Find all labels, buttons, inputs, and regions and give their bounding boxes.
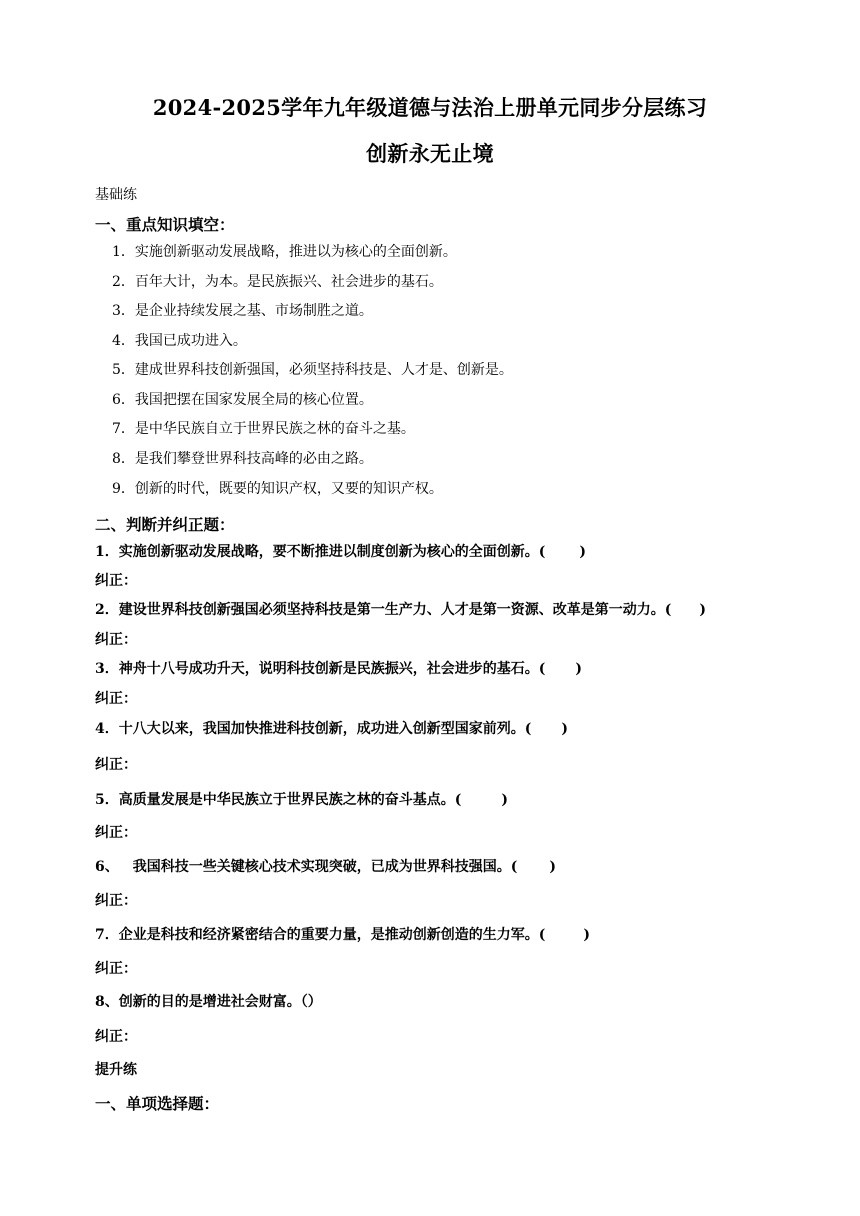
judge-item: 2．建设世界科技创新强国必须坚持科技是第一生产力、人才是第一资源、改革是第一动力。( ) (95, 602, 706, 618)
part1-heading: 一、重点知识填空： (95, 215, 235, 234)
fill-item: 4．我国已成功进入。 (112, 333, 247, 349)
section-advanced-label: 提升练 (95, 1062, 137, 1078)
fill-item: 8．是我们攀登世界科技高峰的必由之路。 (112, 451, 373, 467)
part3-heading: 一、单项选择题： (95, 1094, 220, 1113)
correction-label: 纠正： (95, 893, 137, 909)
judge-item: 1．实施创新驱动发展战略，要不断推进以制度创新为核心的全面创新。( ) (95, 544, 586, 560)
correction-label: 纠正： (95, 757, 137, 773)
correction-label: 纠正： (95, 825, 137, 841)
judge-item: 8、创新的目的是增进社会财富。（） (95, 994, 322, 1010)
judge-item: 4．十八大以来，我国加快推进科技创新，成功进入创新型国家前列。( ) (95, 721, 568, 737)
fill-item: 1．实施创新驱动发展战略，推进以为核心的全面创新。 (112, 244, 457, 260)
judge-item: 5．高质量发展是中华民族立于世界民族之林的奋斗基点。( ) (95, 792, 508, 808)
correction-label: 纠正： (95, 632, 137, 648)
correction-label: 纠正： (95, 1029, 137, 1045)
fill-item: 5．建成世界科技创新强国，必须坚持科技是、人才是、创新是。 (112, 362, 513, 378)
fill-item: 9．创新的时代，既要的知识产权，又要的知识产权。 (112, 481, 443, 497)
part2-heading: 二、判断并纠正题： (95, 515, 235, 534)
section-basic-label: 基础练 (95, 187, 137, 203)
correction-label: 纠正： (95, 573, 137, 589)
document-subtitle: 创新永无止境 (366, 141, 494, 166)
fill-item: 2．百年大计，为本。是民族振兴、社会进步的基石。 (112, 274, 443, 290)
fill-item: 7．是中华民族自立于世界民族之林的奋斗之基。 (112, 421, 415, 437)
fill-item: 6．我国把摆在国家发展全局的核心位置。 (112, 392, 373, 408)
judge-item: 6、 我国科技一些关键核心技术实现突破，已成为世界科技强国。( ) (95, 859, 556, 875)
fill-item: 3．是企业持续发展之基、市场制胜之道。 (112, 303, 373, 319)
correction-label: 纠正： (95, 691, 137, 707)
correction-label: 纠正： (95, 961, 137, 977)
document-title: 2024-2025学年九年级道德与法治上册单元同步分层练习 (152, 95, 708, 120)
judge-item: 7．企业是科技和经济紧密结合的重要力量，是推动创新创造的生力军。( ) (95, 927, 590, 943)
judge-item: 3．神舟十八号成功升天，说明科技创新是民族振兴，社会进步的基石。( ) (95, 661, 582, 677)
